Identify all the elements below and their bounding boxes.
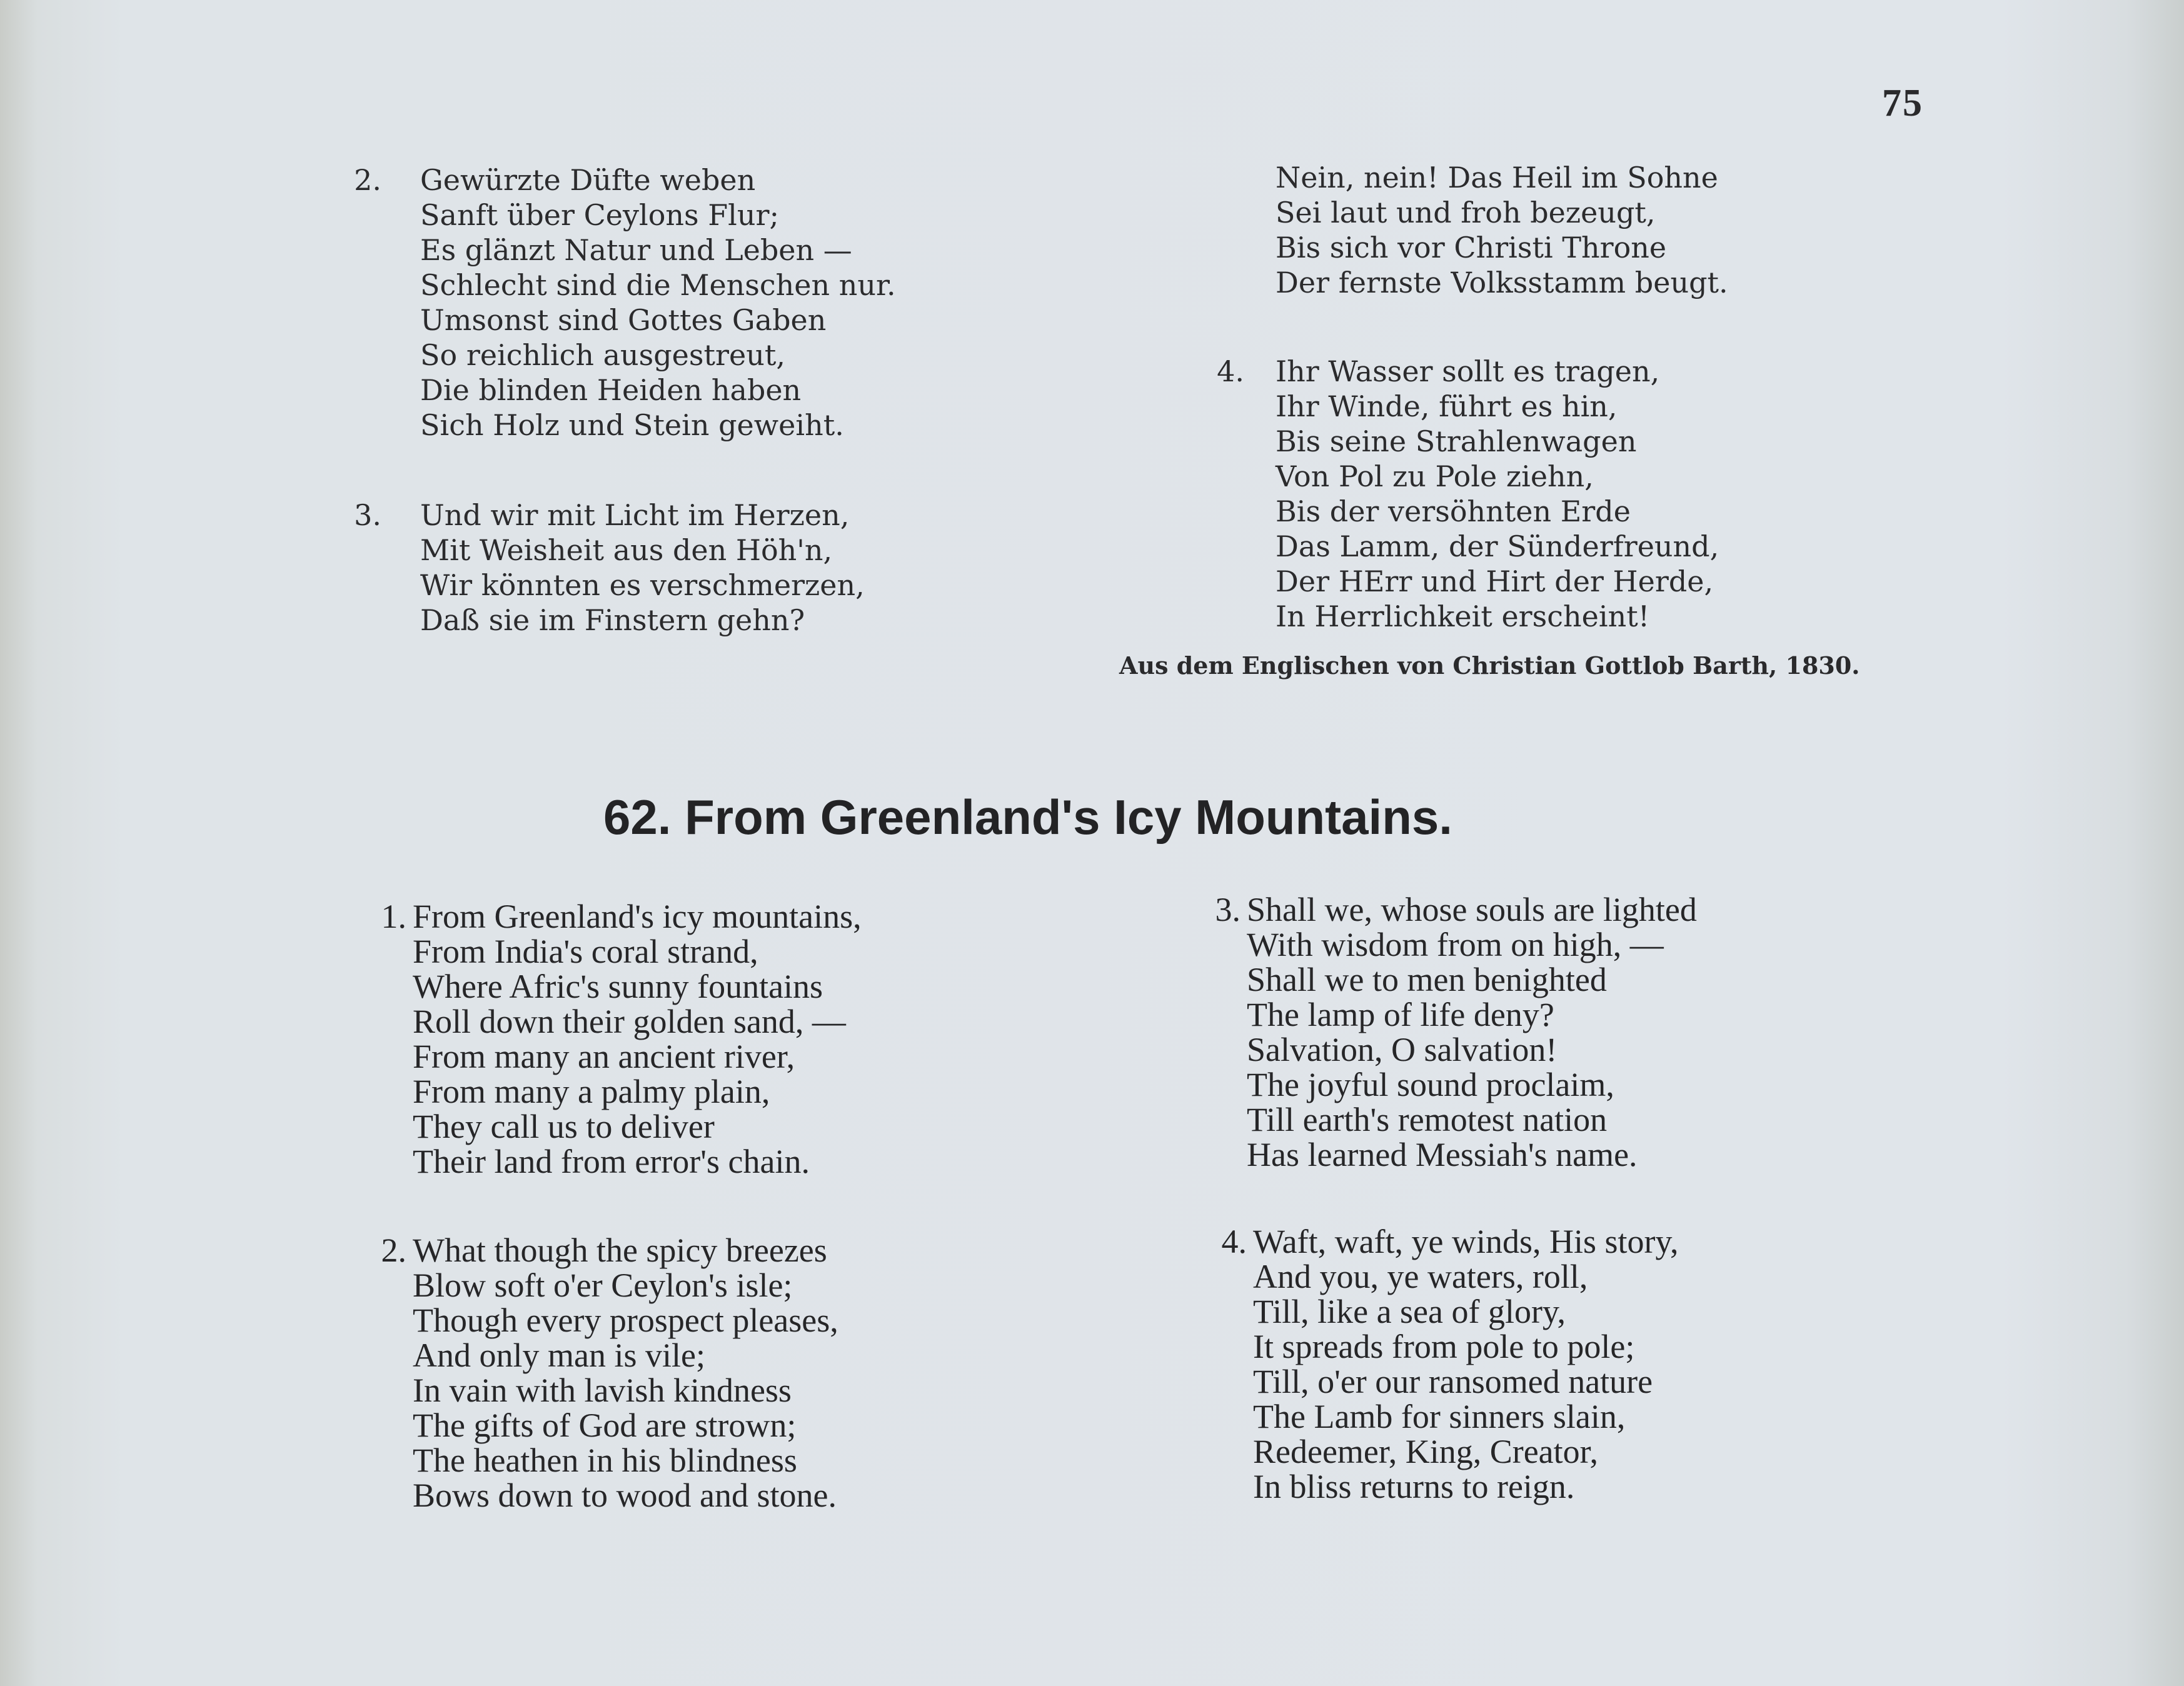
verse-line: Their land from error's chain.	[413, 1143, 810, 1180]
stanza-number: 3.	[1215, 891, 1240, 928]
verse-line: Bis der versöhnten Erde	[1276, 494, 1631, 528]
verse-line: The gifts of God are strown;	[413, 1407, 797, 1444]
verse-line: Gewürzte Düfte weben	[420, 163, 756, 197]
verse-line: Bows down to wood and stone.	[413, 1477, 837, 1514]
verse-line: Bis seine Strahlenwagen	[1276, 424, 1637, 458]
stanza-number: 1.	[381, 898, 406, 935]
verse-line: Shall we to men benighted	[1247, 961, 1607, 998]
verse-line: Von Pol zu Pole ziehn,	[1276, 459, 1594, 493]
hymn-title	[603, 789, 1452, 846]
english-stanza-4	[1221, 1223, 1679, 1505]
verse-line: From many a palmy plain,	[413, 1073, 770, 1110]
hymn-number: 62.	[603, 790, 672, 845]
english-stanza-2	[381, 1232, 838, 1514]
verse-line: Roll down their golden sand, —	[413, 1003, 846, 1040]
verse-line: Till, o'er our ransomed nature	[1253, 1363, 1653, 1400]
verse-line: Sanft über Ceylons Flur;	[420, 198, 780, 232]
verse-line: Salvation, O salvation!	[1247, 1031, 1557, 1068]
verse-line: Redeemer, King, Creator,	[1253, 1433, 1598, 1470]
stanza-number: 4.	[1221, 1223, 1247, 1260]
german-stanza-3-continued	[1276, 160, 1728, 300]
verse-line: What though the spicy breezes	[413, 1232, 827, 1269]
verse-line: Ihr Wasser sollt es tragen,	[1276, 354, 1660, 388]
german-stanza-3	[354, 498, 865, 638]
verse-line: In bliss returns to reign.	[1253, 1468, 1575, 1505]
verse-line: Daß sie im Finstern gehn?	[420, 603, 805, 637]
verse-line: Has learned Messiah's name.	[1247, 1136, 1638, 1173]
german-stanza-4	[1217, 354, 1719, 634]
verse-line: Till earth's remotest nation	[1247, 1101, 1608, 1138]
verse-line: Und wir mit Licht im Herzen,	[420, 498, 850, 532]
verse-line: Waft, waft, ye winds, His story,	[1253, 1223, 1679, 1260]
verse-line: Der fernste Volksstamm beugt.	[1276, 266, 1728, 299]
english-stanza-1	[381, 898, 862, 1180]
verse-line: Blow soft o'er Ceylon's isle;	[413, 1267, 793, 1304]
stanza-number: 3.	[354, 498, 381, 532]
stanza-number: 2.	[354, 163, 381, 197]
verse-line: Die blinden Heiden haben	[420, 373, 802, 407]
verse-line: Sich Holz und Stein geweiht.	[420, 408, 844, 442]
verse-line: Till, like a sea of glory,	[1253, 1293, 1566, 1330]
verse-line: Ihr Winde, führt es hin,	[1276, 389, 1618, 423]
verse-line: Wir könnten es verschmerzen,	[420, 568, 865, 602]
attribution-text: Aus dem Englischen von Christian Gottlob Barth,	[1119, 651, 1778, 680]
verse-line: It spreads from pole to pole;	[1253, 1328, 1635, 1365]
verse-line: Umsonst sind Gottes Gaben	[420, 303, 827, 337]
verse-line: Der HErr und Hirt der Herde,	[1276, 565, 1714, 598]
verse-line: The Lamb for sinners slain,	[1253, 1398, 1626, 1435]
page-number: 75	[1882, 82, 1923, 124]
stanza-number: 4.	[1217, 354, 1244, 388]
german-stanza-2	[354, 163, 896, 443]
verse-line: Where Afric's sunny fountains	[413, 968, 823, 1005]
hymn-title-text: From Greenland's Icy Mountains.	[685, 790, 1452, 845]
verse-line: Mit Weisheit aus den Höh'n,	[420, 533, 833, 567]
verse-line: The joyful sound proclaim,	[1247, 1066, 1614, 1103]
verse-line: The heathen in his blindness	[413, 1442, 797, 1479]
verse-line: In vain with lavish kindness	[413, 1372, 792, 1409]
stanza-number: 2.	[381, 1232, 406, 1269]
verse-line: Das Lamm, der Sünderfreund,	[1276, 529, 1719, 563]
verse-line: With wisdom from on high, —	[1247, 926, 1664, 963]
verse-line: From India's coral strand,	[413, 933, 758, 970]
verse-line: Bis sich vor Christi Throne	[1276, 231, 1667, 264]
verse-line: Sei laut und froh bezeugt,	[1276, 196, 1656, 229]
verse-line: From many an ancient river,	[413, 1038, 795, 1075]
verse-line: Nein, nein! Das Heil im Sohne	[1276, 161, 1718, 194]
verse-line: They call us to deliver	[413, 1108, 715, 1145]
verse-line: From Greenland's icy mountains,	[413, 898, 862, 935]
verse-line: Schlecht sind die Menschen nur.	[420, 268, 896, 302]
verse-line: Shall we, whose souls are lighted	[1247, 891, 1697, 928]
verse-line: In Herrlichkeit erscheint!	[1276, 600, 1650, 633]
verse-line: Though every prospect pleases,	[413, 1302, 838, 1339]
verse-line: The lamp of life deny?	[1247, 996, 1554, 1033]
attribution-year: 1830.	[1785, 651, 1860, 680]
verse-line: And you, ye waters, roll,	[1253, 1258, 1588, 1295]
verse-line: Es glänzt Natur und Leben —	[420, 233, 852, 267]
english-stanza-3	[1215, 891, 1697, 1173]
verse-line: So reichlich ausgestreut,	[420, 338, 785, 372]
translation-attribution	[1119, 651, 1860, 680]
verse-line: And only man is vile;	[413, 1337, 705, 1374]
